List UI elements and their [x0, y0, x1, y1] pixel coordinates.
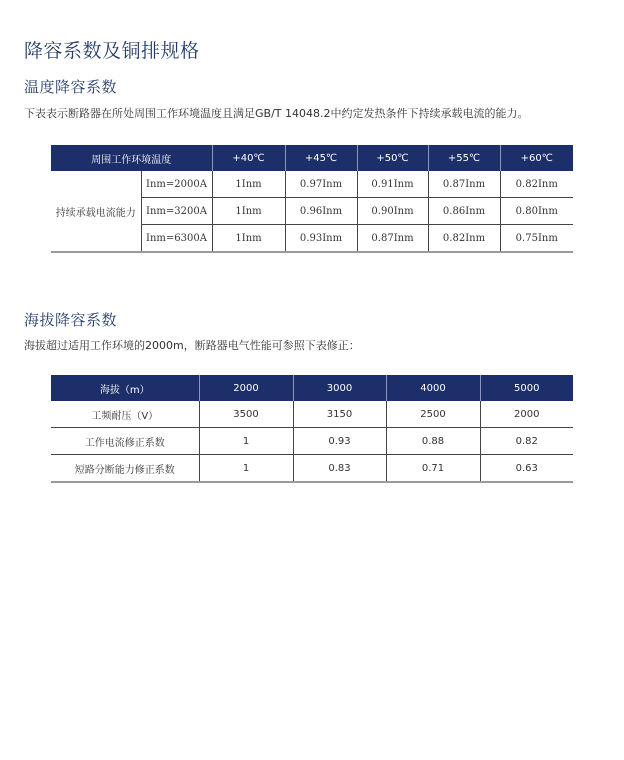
value-cell: 0.88 — [386, 428, 480, 455]
value-cell: 3500 — [199, 401, 293, 428]
value-cell: 0.87Inm — [357, 225, 428, 253]
header-temp-60: +60℃ — [500, 145, 573, 171]
value-cell: 2000 — [480, 401, 573, 428]
temperature-heading: 温度降容系数 — [24, 78, 118, 96]
rating-cell: Inm=6300A — [141, 225, 212, 253]
header-ambient-temperature: 周围工作环境温度 — [51, 145, 212, 171]
row-label: 短路分断能力修正系数 — [51, 455, 199, 483]
table-row — [51, 428, 573, 455]
header-temp-50: +50℃ — [357, 145, 428, 171]
temperature-description: 下表表示断路器在所处周围工作环境温度且满足GB/T 14048.2中约定发热条件下持续承载电流的能力。 — [24, 107, 529, 120]
value-cell: 1Inm — [212, 171, 285, 198]
value-cell: 0.63 — [480, 455, 573, 483]
value-cell: 1Inm — [212, 225, 285, 253]
header-temp-55: +55℃ — [428, 145, 500, 171]
row-label: 工频耐压（V） — [91, 410, 159, 422]
value-cell: 0.71 — [386, 455, 480, 483]
value-cell: 2500 — [386, 401, 480, 428]
value-cell: 0.83 — [293, 455, 386, 483]
value-cell: 0.96Inm — [285, 198, 357, 225]
rating-cell: Inm=2000A — [141, 171, 212, 198]
page-title: 降容系数及铜排规格 — [24, 40, 200, 62]
table-header-row — [51, 375, 573, 401]
altitude-description: 海拔超过适用工作环境的2000m，断路器电气性能可参照下表修正： — [24, 339, 360, 352]
row-label: 工作电流修正系数 — [51, 428, 199, 455]
value-cell: 0.87Inm — [428, 171, 500, 198]
value-cell: 0.90Inm — [357, 198, 428, 225]
header-temp-45: +45℃ — [285, 145, 357, 171]
value-cell: 3150 — [293, 401, 386, 428]
altitude-heading: 海拔降容系数 — [24, 311, 118, 329]
value-cell: 1Inm — [212, 198, 285, 225]
value-cell: 0.91Inm — [357, 171, 428, 198]
header-temp-40: +40℃ — [212, 145, 285, 171]
value-cell: 0.80Inm — [500, 198, 573, 225]
table-row — [51, 171, 573, 198]
altitude-derating-table — [51, 375, 573, 483]
table-row — [51, 401, 573, 428]
value-cell: 0.82 — [480, 428, 573, 455]
table-row — [51, 455, 573, 483]
header-altitude-5000: 5000 — [480, 375, 573, 401]
value-cell: 0.86Inm — [428, 198, 500, 225]
header-altitude-4000: 4000 — [386, 375, 480, 401]
header-altitude-3000: 3000 — [293, 375, 386, 401]
value-cell: 0.75Inm — [500, 225, 573, 253]
table-header-row — [51, 145, 573, 171]
value-cell: 1 — [199, 455, 293, 483]
value-cell: 0.97Inm — [285, 171, 357, 198]
temperature-derating-table — [51, 145, 573, 253]
header-altitude-2000: 2000 — [199, 375, 293, 401]
value-cell: 0.82Inm — [500, 171, 573, 198]
value-cell: 0.82Inm — [428, 225, 500, 253]
value-cell: 0.93Inm — [285, 225, 357, 253]
row-group-label: 持续承载电流能力 — [51, 171, 141, 252]
value-cell: 1 — [199, 428, 293, 455]
rating-cell: Inm=3200A — [141, 198, 212, 225]
header-altitude: 海拔（m） — [51, 375, 199, 401]
value-cell: 0.93 — [293, 428, 386, 455]
